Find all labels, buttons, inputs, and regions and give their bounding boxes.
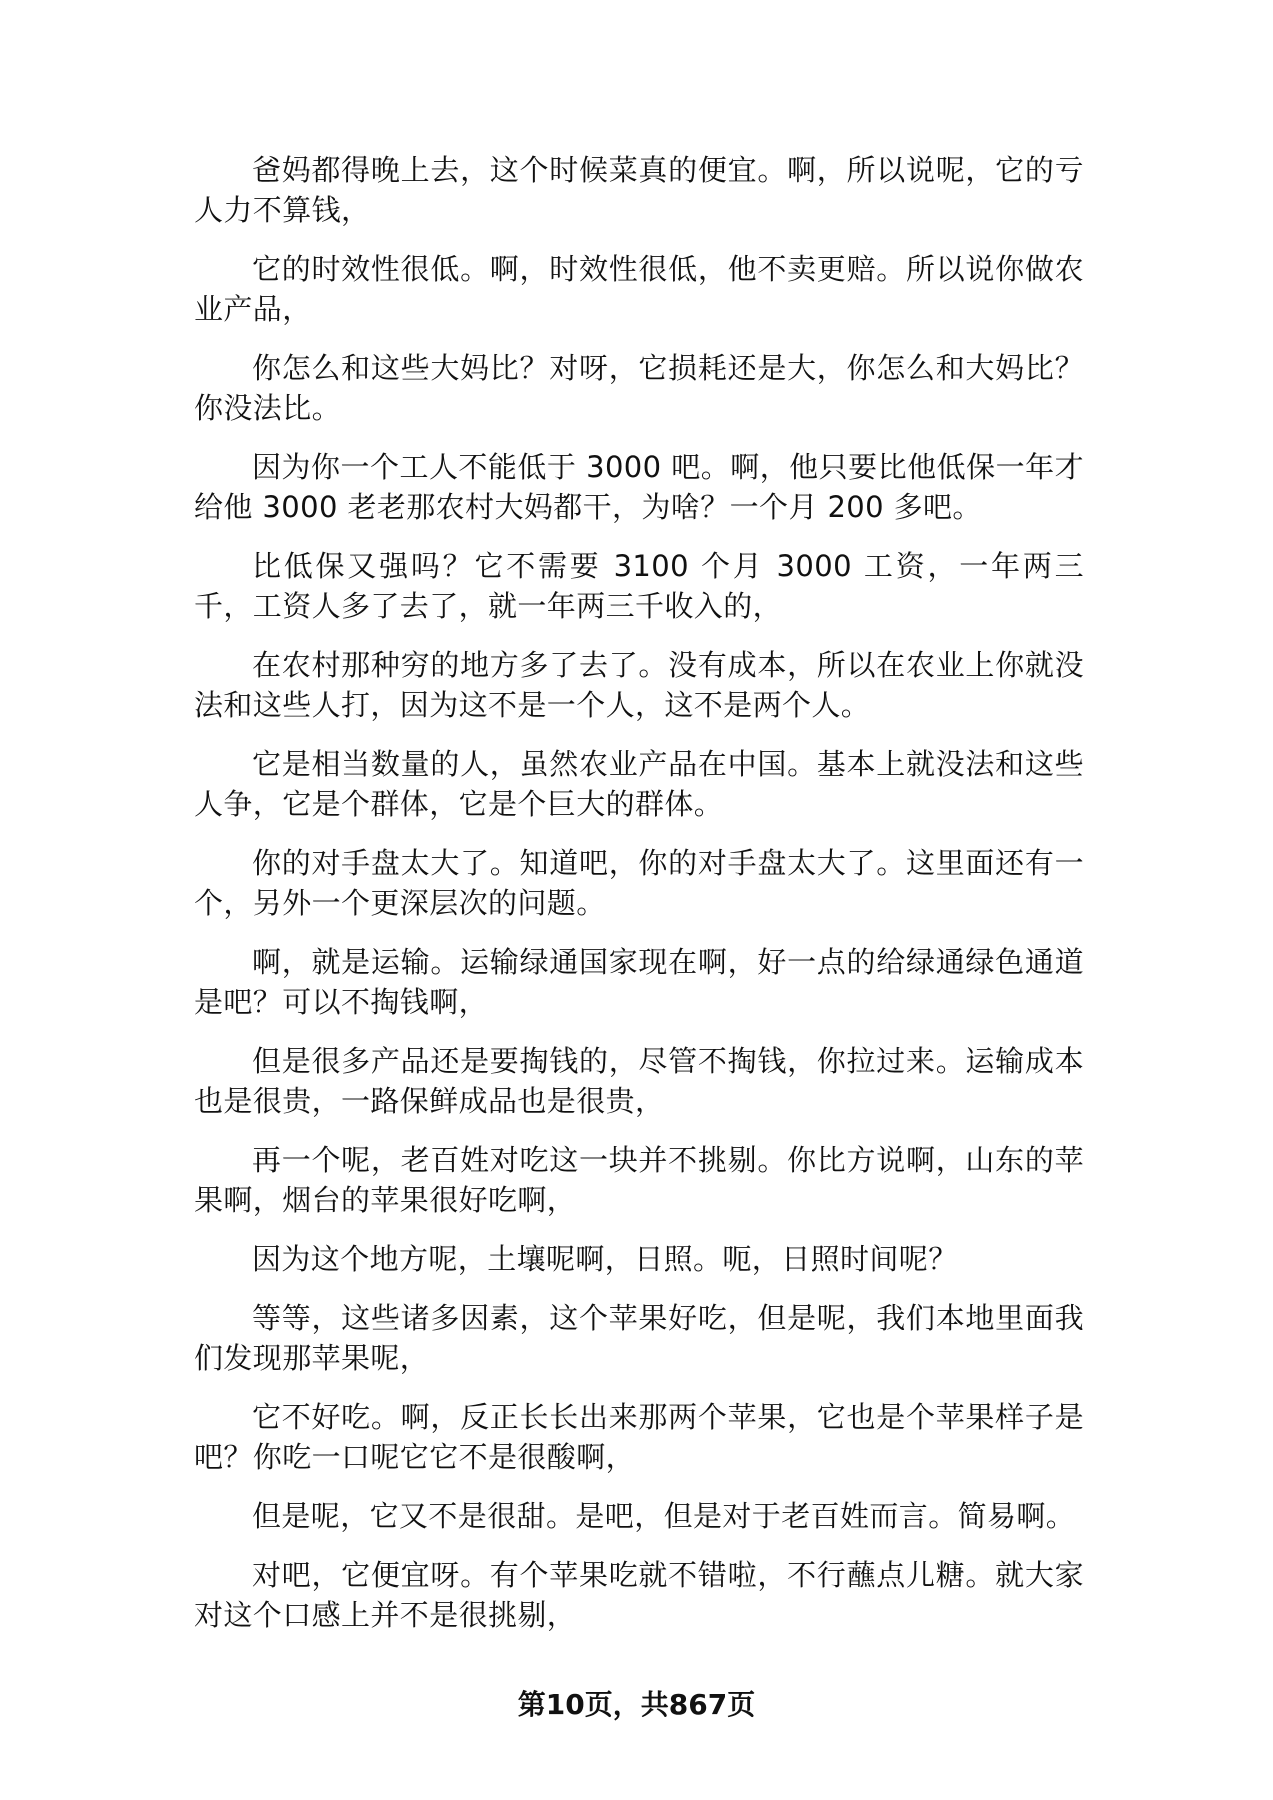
paragraph-13: 等等，这些诸多因素，这个苹果好吃，但是呢，我们本地里面我们发现那苹果呢，: [194, 1301, 1084, 1375]
paragraph-1: 爸妈都得晚上去，这个时候菜真的便宜。啊，所以说呢，它的亏人力不算钱，: [194, 153, 1084, 227]
paragraph-2: 它的时效性很低。啊，时效性很低，他不卖更赔。所以说你做农业产品，: [194, 252, 1084, 326]
paragraph-5: 比低保又强吗？它不需要 3100 个月 3000 工资，一年两三千，工资人多了去了，就一年两三千收入的，: [194, 549, 1084, 623]
paragraph-4: 因为你一个工人不能低于 3000 吧。啊，他只要比他低保一年才给他 3000 老老那农村大妈都干，为啥？一个月 200 多吧。: [194, 450, 1084, 524]
paragraph-6: 在农村那种穷的地方多了去了。没有成本，所以在农业上你就没法和这些人打，因为这不是一个人，这不是两个人。: [194, 648, 1084, 722]
paragraph-16: 对吧，它便宜呀。有个苹果吃就不错啦，不行蘸点儿糖。就大家对这个口感上并不是很挑剔，: [194, 1558, 1084, 1632]
paragraph-7: 它是相当数量的人，虽然农业产品在中国。基本上就没法和这些人争，它是个群体，它是个巨大的群体。: [194, 747, 1084, 821]
paragraph-11: 再一个呢，老百姓对吃这一块并不挑剔。你比方说啊，山东的苹果啊，烟台的苹果很好吃啊，: [194, 1143, 1084, 1217]
paragraph-12: 因为这个地方呢，土壤呢啊，日照。呃，日照时间呢？: [252, 1242, 958, 1276]
page-footer: 第10页，共867页: [517, 1688, 756, 1721]
paragraph-8: 你的对手盘太大了。知道吧，你的对手盘太大了。这里面还有一个，另外一个更深层次的问题。: [194, 846, 1084, 920]
document-body: [194, 150, 1084, 1654]
paragraph-3: 你怎么和这些大妈比？对呀，它损耗还是大，你怎么和大妈比？你没法比。: [194, 351, 1084, 425]
paragraph-14: 它不好吃。啊，反正长长出来那两个苹果，它也是个苹果样子是吧？你吃一口呢它它不是很酸啊，: [194, 1400, 1084, 1474]
paragraph-10: 但是很多产品还是要掏钱的，尽管不掏钱，你拉过来。运输成本也是很贵，一路保鲜成品也是很贵，: [194, 1044, 1084, 1118]
paragraph-9: 啊，就是运输。运输绿通国家现在啊，好一点的给绿通绿色通道是吧？可以不掏钱啊，: [194, 945, 1084, 1019]
paragraph-15: 但是呢，它又不是很甜。是吧，但是对于老百姓而言。简易啊。: [252, 1499, 1076, 1533]
